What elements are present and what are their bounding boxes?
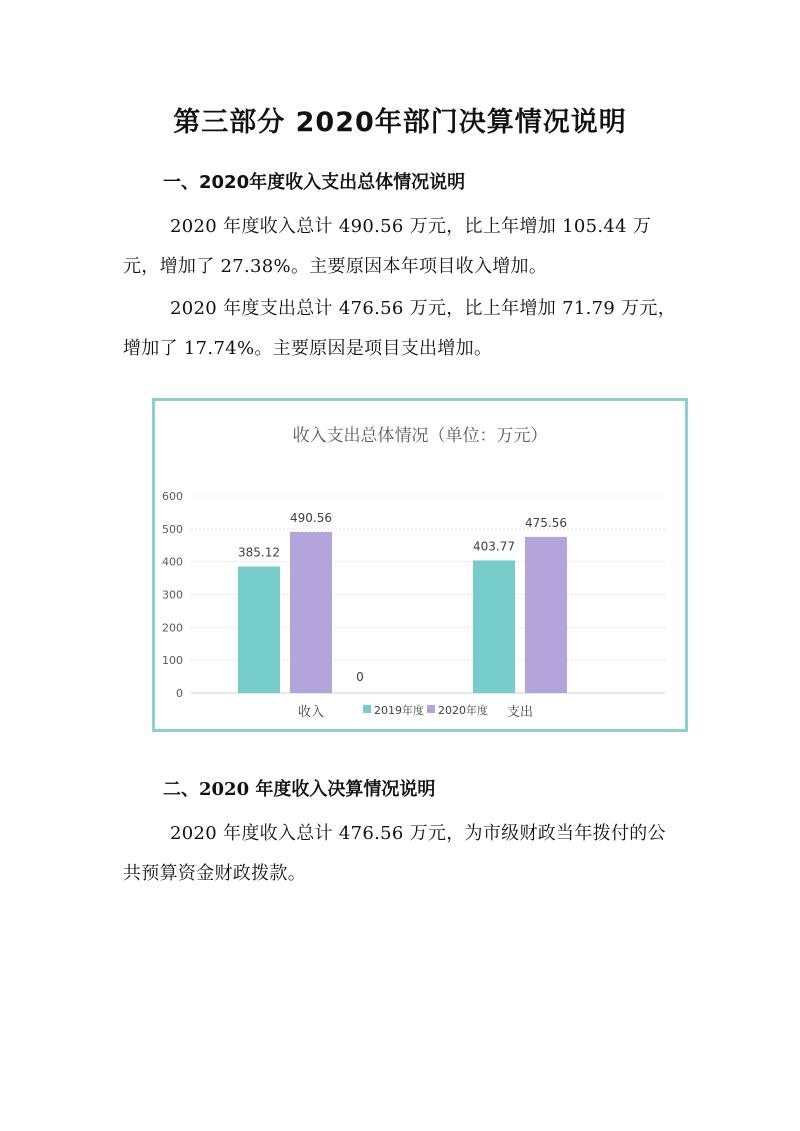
data-label: 403.77 [473, 539, 515, 554]
section1-paragraph-expense: 2020 年度支出总计 476.56 万元，比上年增加 71.79 万元，增加了 17.74%。主要原因是项目支出增加。 [123, 298, 677, 359]
data-label: 0 [356, 670, 364, 684]
y-tick-label: 200 [162, 621, 183, 635]
legend-entry: 2019年度 [374, 704, 424, 717]
y-tick-label: 600 [162, 490, 183, 503]
y-tick-label: 500 [162, 522, 183, 536]
page-title: 第三部分 2020年部门决算情况说明 [173, 107, 627, 138]
chart-title: 收入支出总体情况（单位：万元） [292, 426, 548, 446]
section1-paragraph-income: 2020 年度收入总计 490.56 万元，比上年增加 105.44 万元，增加了 27.38%。主要原因本年项目收入增加。 [123, 216, 652, 277]
section1-heading: 一、2020年度收入支出总体情况说明 [163, 172, 466, 193]
legend-entry: 2020年度 [438, 704, 488, 717]
y-tick-label: 400 [162, 555, 183, 569]
x-category-label: 收入 [297, 705, 325, 720]
income-expense-chart [155, 401, 685, 729]
chart-container [152, 398, 688, 732]
x-category-label: 支出 [506, 705, 534, 720]
bar [525, 537, 567, 693]
legend-swatch [363, 705, 371, 713]
y-tick-label: 0 [176, 687, 183, 700]
bar [290, 532, 332, 693]
bar [238, 567, 280, 693]
data-label: 475.56 [525, 515, 567, 530]
legend-swatch [427, 705, 435, 713]
section2-paragraph: 2020 年度收入总计 476.56 万元，为市级财政当年拨付的公共预算资金财政拨款。 [123, 823, 666, 884]
data-label: 385.12 [238, 545, 280, 560]
bar [473, 560, 515, 693]
y-tick-label: 300 [162, 588, 183, 602]
data-label: 490.56 [290, 510, 332, 525]
y-tick-label: 100 [162, 654, 183, 668]
section2-heading: 二、2020 年度收入决算情况说明 [163, 779, 436, 800]
